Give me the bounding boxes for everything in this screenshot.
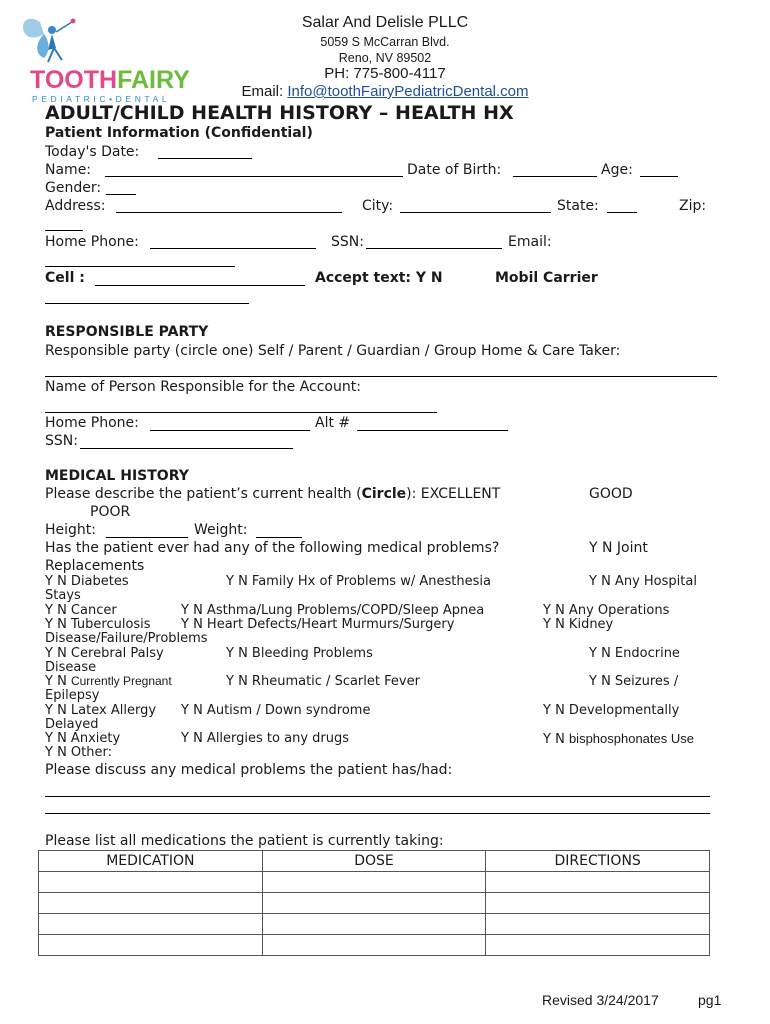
zip-field[interactable] bbox=[45, 230, 83, 231]
state-label: State: bbox=[557, 198, 599, 214]
table-cell[interactable] bbox=[486, 935, 710, 956]
practice-address-1: 5059 S McCarran Blvd. bbox=[320, 35, 450, 49]
alt-label: Alt # bbox=[315, 415, 351, 431]
condition-hospital[interactable]: Y N Any Hospital bbox=[589, 574, 697, 589]
resp-home-phone-field[interactable] bbox=[150, 430, 310, 431]
bisphosphonates-yn: Y N bbox=[543, 732, 565, 747]
table-cell[interactable] bbox=[39, 935, 263, 956]
alt-field[interactable] bbox=[357, 430, 508, 431]
home-phone-label: Home Phone: bbox=[45, 234, 139, 250]
table-row bbox=[39, 893, 710, 914]
condition-kidney[interactable]: Y N Kidney bbox=[543, 617, 614, 632]
state-field[interactable] bbox=[607, 212, 637, 213]
age-field[interactable] bbox=[640, 176, 678, 177]
describe-pre: Please describe the patient’s current health ( bbox=[45, 486, 362, 502]
condition-anxiety[interactable]: Y N Anxiety bbox=[45, 731, 121, 746]
table-header-row bbox=[39, 851, 710, 872]
condition-cancer[interactable]: Y N Cancer bbox=[45, 603, 117, 618]
table-cell[interactable] bbox=[39, 914, 263, 935]
weight-label: Weight: bbox=[194, 522, 248, 538]
mobil-carrier-label: Mobil Carrier bbox=[495, 270, 598, 286]
table-cell[interactable] bbox=[262, 935, 486, 956]
responsible-party-field[interactable] bbox=[45, 376, 717, 377]
condition-other[interactable]: Y N Other: bbox=[45, 745, 112, 760]
dob-label: Date of Birth: bbox=[407, 162, 502, 178]
gender-label: Gender: bbox=[45, 180, 102, 196]
email-label: Email: bbox=[241, 83, 288, 100]
condition-heart[interactable]: Y N Heart Defects/Heart Murmurs/Surgery bbox=[181, 617, 455, 632]
mobil-carrier-field[interactable] bbox=[45, 303, 249, 304]
cell-field[interactable] bbox=[95, 285, 305, 286]
gender-field[interactable] bbox=[106, 194, 136, 195]
logo-wordmark: TOOTHFAIRY bbox=[30, 66, 190, 94]
condition-bleeding[interactable]: Y N Bleeding Problems bbox=[226, 646, 373, 661]
city-field[interactable] bbox=[400, 212, 551, 213]
col-medication: MEDICATION bbox=[39, 851, 263, 872]
address-label: Address: bbox=[45, 198, 106, 214]
dob-field[interactable] bbox=[513, 176, 597, 177]
table-cell[interactable] bbox=[39, 872, 263, 893]
condition-kidney-cont: Disease/Failure/Problems bbox=[45, 631, 208, 646]
page-number: pg1 bbox=[698, 992, 722, 1008]
condition-cerebral-palsy[interactable]: Y N Cerebral Palsy bbox=[45, 646, 164, 661]
bisphosphonates-label: bisphosphonates Use bbox=[568, 731, 694, 746]
table-row bbox=[39, 872, 710, 893]
height-label: Height: bbox=[45, 522, 96, 538]
describe-post[interactable]: ): EXCELLENT bbox=[406, 486, 501, 502]
weight-field[interactable] bbox=[256, 537, 302, 538]
address-field[interactable] bbox=[116, 212, 342, 213]
discuss-line-1[interactable] bbox=[45, 796, 710, 797]
condition-tuberculosis[interactable]: Y N Tuberculosis bbox=[45, 617, 151, 632]
describe-circle: Circle bbox=[361, 486, 407, 502]
email-label-field: Email: bbox=[508, 234, 552, 250]
todays-date-label: Today's Date: bbox=[45, 144, 140, 160]
condition-operations[interactable]: Y N Any Operations bbox=[543, 603, 670, 618]
table-cell[interactable] bbox=[39, 893, 263, 914]
condition-seizures[interactable]: Y N Seizures / bbox=[589, 674, 679, 689]
table-cell[interactable] bbox=[262, 914, 486, 935]
resp-ssn-field[interactable] bbox=[80, 448, 293, 449]
table-cell[interactable] bbox=[262, 872, 486, 893]
name-field[interactable] bbox=[105, 176, 403, 177]
age-label: Age: bbox=[601, 162, 633, 178]
discuss-line-2[interactable] bbox=[45, 813, 710, 814]
condition-anesthesia[interactable]: Y N Family Hx of Problems w/ Anesthesia bbox=[226, 574, 491, 589]
logo-subtitle: PEDIATRIC•DENTAL bbox=[32, 94, 171, 104]
condition-seizures-cont: Epilepsy bbox=[45, 688, 100, 703]
practice-address-2: Reno, NV 89502 bbox=[338, 51, 432, 65]
replacements-text: Replacements bbox=[45, 558, 145, 574]
table-cell[interactable] bbox=[486, 914, 710, 935]
person-responsible-label: Name of Person Responsible for the Account: bbox=[45, 379, 361, 395]
table-cell[interactable] bbox=[262, 893, 486, 914]
col-dose: DOSE bbox=[262, 851, 486, 872]
height-field[interactable] bbox=[106, 537, 188, 538]
practice-name: Salar And Delisle PLLC bbox=[301, 14, 469, 31]
zip-label: Zip: bbox=[679, 198, 707, 214]
list-meds-label: Please list all medications the patient is currently taking: bbox=[45, 833, 444, 849]
problems-question: Has the patient ever had any of the following medical problems? bbox=[45, 540, 500, 556]
person-responsible-field[interactable] bbox=[45, 412, 437, 413]
condition-rheumatic[interactable]: Y N Rheumatic / Scarlet Fever bbox=[226, 674, 420, 689]
pregnant-label: Currently Pregnant bbox=[70, 674, 172, 688]
condition-bisphosphonates[interactable] bbox=[543, 731, 694, 747]
condition-endocrine-cont: Disease bbox=[45, 660, 97, 675]
pregnant-yn: Y N bbox=[45, 674, 67, 689]
condition-drug-allergies[interactable]: Y N Allergies to any drugs bbox=[181, 731, 350, 746]
condition-developmental[interactable]: Y N Developmentally bbox=[543, 703, 680, 718]
page-title: ADULT/CHILD HEALTH HISTORY – HEALTH HX bbox=[45, 102, 514, 124]
todays-date-field[interactable] bbox=[158, 158, 252, 159]
home-phone-field[interactable] bbox=[150, 248, 316, 249]
condition-asthma[interactable]: Y N Asthma/Lung Problems/COPD/Sleep Apnea bbox=[181, 603, 485, 618]
current-health-question bbox=[45, 486, 500, 502]
table-row bbox=[39, 935, 710, 956]
health-good-option[interactable]: GOOD bbox=[589, 486, 633, 502]
responsible-circle-label: Responsible party (circle one) Self / Parent / Guardian / Group Home & Care Taker: bbox=[45, 343, 621, 359]
resp-home-phone-label: Home Phone: bbox=[45, 415, 139, 431]
practice-phone: PH: 775-800-4117 bbox=[324, 65, 446, 82]
condition-autism[interactable]: Y N Autism / Down syndrome bbox=[181, 703, 371, 718]
condition-pregnant[interactable] bbox=[45, 674, 172, 689]
practice-email-link[interactable]: Info@toothFairyPediatricDental.com bbox=[287, 83, 529, 100]
condition-hospital-cont: Stays bbox=[45, 588, 81, 603]
practice-email-line bbox=[0, 83, 770, 100]
medication-table bbox=[38, 850, 710, 956]
condition-diabetes[interactable]: Y N Diabetes bbox=[45, 574, 129, 589]
city-label: City: bbox=[362, 198, 394, 214]
discuss-label: Please discuss any medical problems the patient has/had: bbox=[45, 762, 453, 778]
email-field[interactable] bbox=[45, 266, 235, 267]
joint-option[interactable]: Y N Joint bbox=[589, 540, 648, 556]
medical-heading: MEDICAL HISTORY bbox=[45, 468, 189, 484]
table-cell[interactable] bbox=[486, 893, 710, 914]
condition-endocrine[interactable]: Y N Endocrine bbox=[589, 646, 680, 661]
patient-heading: Patient Information (Confidential) bbox=[45, 125, 313, 141]
cell-label: Cell : bbox=[45, 270, 85, 286]
health-poor-option[interactable]: POOR bbox=[90, 504, 131, 520]
revised-date: Revised 3/24/2017 bbox=[542, 992, 659, 1008]
col-directions: DIRECTIONS bbox=[486, 851, 710, 872]
ssn-label: SSN: bbox=[331, 234, 364, 250]
responsible-heading: RESPONSIBLE PARTY bbox=[45, 324, 209, 340]
name-label: Name: bbox=[45, 162, 92, 178]
condition-latex[interactable]: Y N Latex Allergy bbox=[45, 703, 157, 718]
accept-text[interactable]: Accept text: Y N bbox=[315, 270, 443, 286]
condition-developmental-cont: Delayed bbox=[45, 717, 99, 732]
table-row bbox=[39, 914, 710, 935]
resp-ssn-label: SSN: bbox=[45, 433, 78, 449]
ssn-field[interactable] bbox=[366, 248, 502, 249]
table-cell[interactable] bbox=[486, 872, 710, 893]
